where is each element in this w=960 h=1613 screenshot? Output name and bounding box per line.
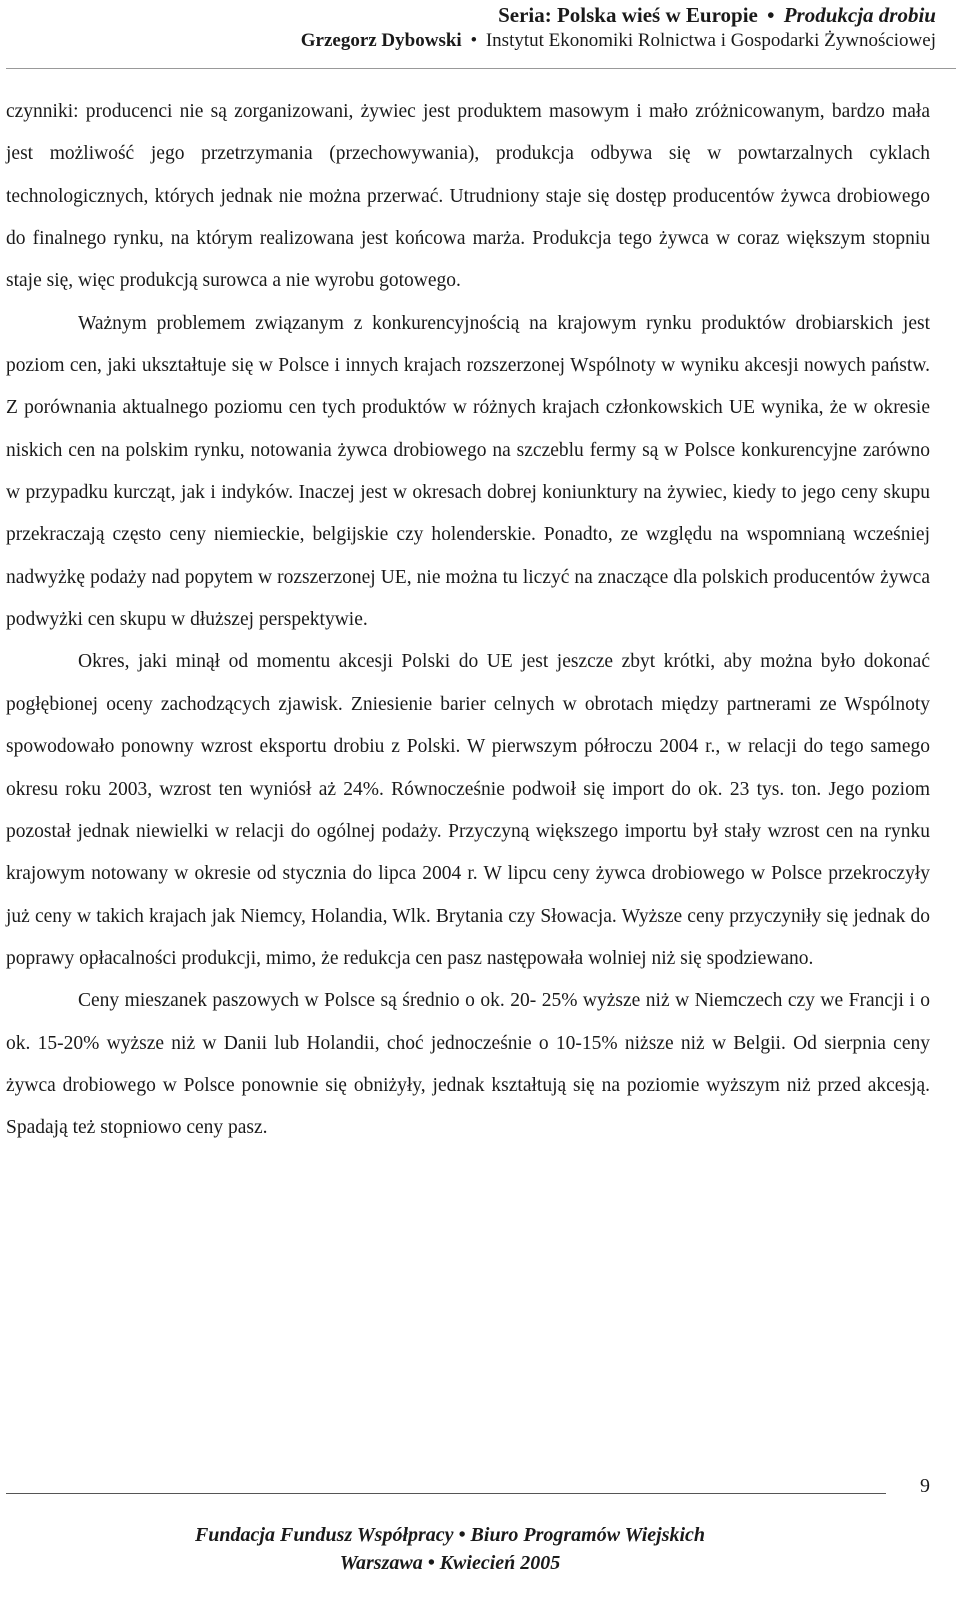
footer-divider [6,1493,886,1494]
institute-name: Instytut Ekonomiki Rolnictwa i Gospodarki Żywnościowej [485,30,936,51]
series-title: Produkcja drobiu [783,3,936,27]
page-footer [0,1521,900,1577]
author-name: Grzegorz Dybowski [300,30,462,51]
page-number: 9 [920,1475,930,1497]
paragraph-2: Ważnym problemem związanym z konkurencyjnością na krajowym rynku produktów drobiarskich jest poziom cen, jaki ukształtuje się w Polsce i innych krajach rozszerzonej Wspólnoty w wyniku akcesji nowych państw. Z porównania aktualnego poziomu cen tych produktów w różnych krajach członkowskich UE wynika, że w okresie niskich cen na polskim rynku, notowania żywca drobiowego na szczeblu fermy są w Polsce konkurencyjne zarówno w przypadku kurcząt, jak i indyków. Inaczej jest w okresach dobrej koniunktury na żywiec, kiedy to jego ceny skupu przekraczają często ceny niemieckie, belgijskie czy holenderskie. Ponadto, ze względu na wspomnianą wcześniej nadwyżkę podaży nad popytem w rozszerzonej UE, nie można tu liczyć na znaczące dla polskich producentów żywca podwyżki cen skupu w dłuższej perspektywie. [6,312,930,631]
bullet-separator: • [767,3,775,27]
series-line [0,2,936,28]
paragraph-3: Okres, jaki minął od momentu akcesji Polski do UE jest jeszcze zbyt krótki, aby można było dokonać pogłębionej oceny zachodzących zjawisk. Zniesienie barier celnych w obrotach między partnerami ze Wspólnoty spowodowało ponowny wzrost eksportu drobiu z Polski. W pierwszym półroczu 2004 r., w relacji do tego samego okresu roku 2003, wzrost ten wyniósł aż 24%. Równocześnie podwoił się import do ok. 23 tys. ton. Jego poziom pozostał jednak niewielki w relacji do ogólnej podaży. Przyczyną większego importu był stały wzrost cen na rynku krajowym notowany w okresie od stycznia do lipca 2004 r. W lipcu ceny żywca drobiowego w Polsce przekroczyły już ceny w takich krajach jak Niemcy, Holandia, Wlk. Brytania czy Słowacja. Wyższe ceny przyczyniły się jednak do poprawy opłacalności produkcji, mimo, że redukcja cen pasz następowała wolniej niż się spodziewano. [6,651,930,969]
page-header [0,0,936,54]
footer-place-date: Warszawa • Kwiecień 2005 [339,1552,561,1574]
paragraph-4: Ceny mieszanek paszowych w Polsce są średnio o ok. 20- 25% wyższe niż w Niemczech czy we Francji i o ok. 15-20% wyższe niż w Danii lub Holandii, choć jednocześnie o 10-15% niższe niż w Belgii. Od sierpnia ceny żywca drobiowego w Polsce ponownie się obniżyły, jednak kształtują się na poziomie wyższym niż przed akcesją. Spadają też stopniowo ceny pasz. [6,990,930,1139]
footer-publisher: Fundacja Fundusz Współpracy • Biuro Programów Wiejskich [194,1524,706,1546]
author-line [0,28,936,54]
header-divider [6,68,956,69]
body-text [6,91,930,1150]
paragraph-1: czynniki: producenci nie są zorganizowani, żywiec jest produktem masowym i mało zróżnicowanym, bardzo mała jest możliwość jego przetrzymania (przechowywania), produkcja odbywa się w powtarzalnych cyklach technologicznych, których jednak nie można przerwać. Utrudniony staje się dostęp producentów żywca drobiowego do finalnego rynku, na którym realizowana jest końcowa marża. Produkcja tego żywca w coraz większym stopniu staje się, więc produkcją surowca a nie wyrobu gotowego. [6,101,930,292]
bullet-separator: • [470,30,478,51]
series-label: Seria: Polska wieś w Europie [498,3,758,27]
